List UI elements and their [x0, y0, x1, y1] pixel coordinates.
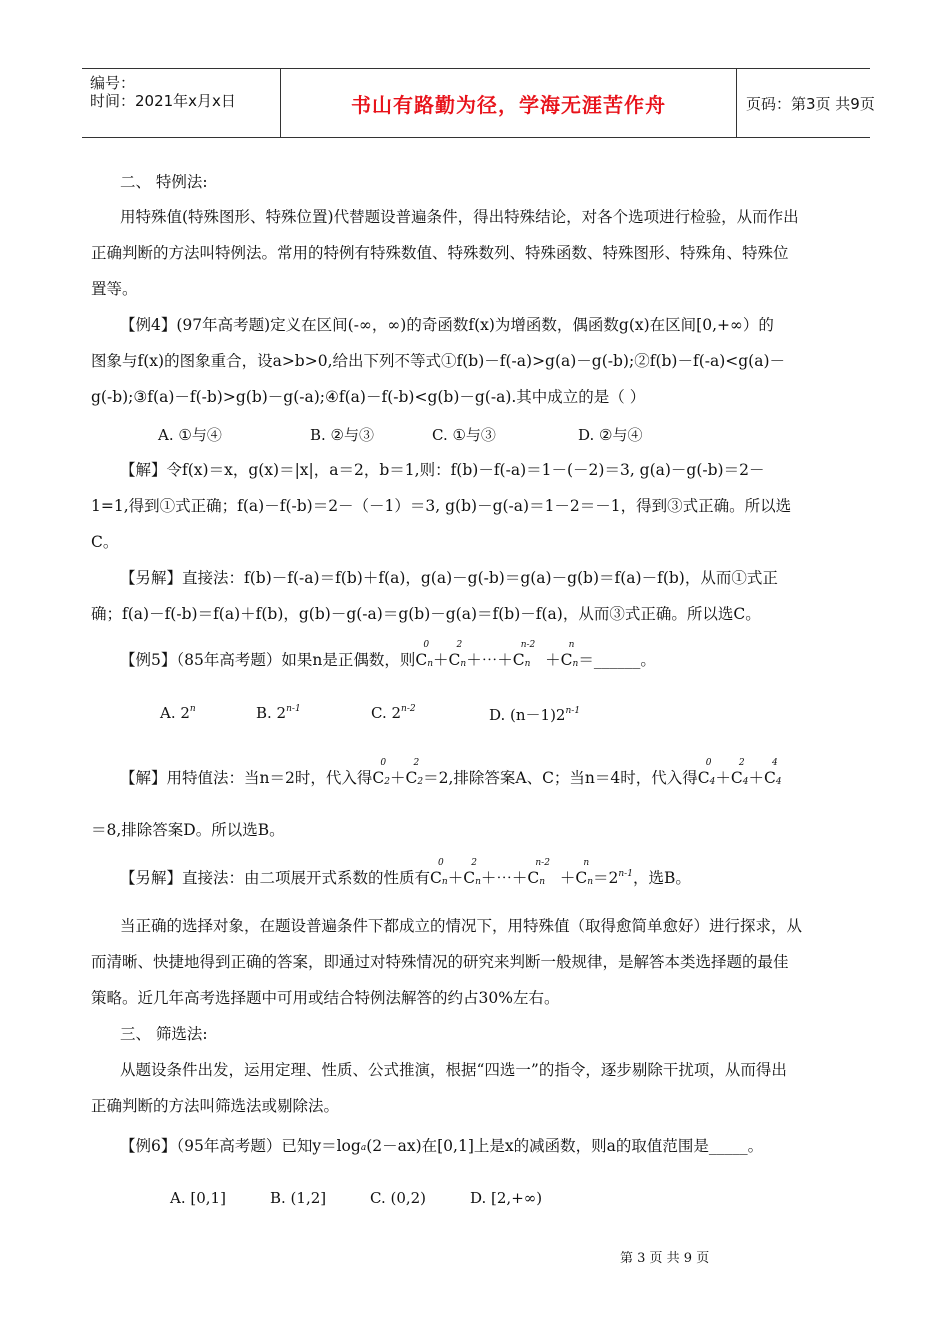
exponent: n-1	[618, 869, 633, 879]
example-6-option-a: A. [0,1]	[170, 1189, 226, 1207]
alt-solution-5-suffix: ，选B。	[632, 869, 691, 887]
paragraph-2-line-2: 而清晰、快捷地得到正确的答案，即通过对特殊情况的研究来判断一般规律，是解答本类选择题的最佳	[91, 953, 789, 971]
header-info	[82, 69, 280, 137]
code-label: 编号：	[90, 74, 136, 92]
example-4-option-c: C. ①与③	[432, 426, 496, 444]
section-2-title: 二、 特例法:	[120, 173, 208, 191]
solution-5-middle: ＝2,排除答案A、C；当n＝4时，代入得	[423, 769, 698, 787]
binomial-sum-formula: C 0 n＋C 2 n＋⋯＋C n-2 n ＋C n n	[415, 640, 579, 669]
example-5-option-a: A. 2$^n$	[160, 704, 196, 722]
binomial-term: C 0 4	[697, 758, 716, 787]
paragraph-3-line-1: 从题设条件出发，运用定理、性质、公式推演，根据“四选一”的指令，逐步剔除干扰项，从而得出	[120, 1061, 787, 1079]
example-4-option-a: A. ①与④	[158, 426, 222, 444]
solution-5-line-2: ＝8,排除答案D。所以选B。	[91, 821, 285, 839]
paragraph-1-line-1: 用特殊值(特殊图形、特殊位置)代替题设普遍条件，得出特殊结论，对各个选项进行检验，从而作出	[120, 208, 799, 226]
page-footer: 第 3 页 共 9 页	[620, 1251, 710, 1266]
example-5-prefix: 【例5】（85年高考题）如果n是正偶数，则	[120, 651, 416, 669]
header-page-number: 页码：第3页 共9页	[746, 94, 875, 113]
paragraph-2-line-3: 策略。近几年高考选择题中可用或结合特例法解答的约占30%左右。	[91, 989, 560, 1007]
example-6-question	[120, 1134, 890, 1160]
alt-solution-5-prefix: 【另解】直接法：由二项展开式系数的性质有	[120, 869, 431, 887]
paragraph-2-line-1: 当正确的选择对象，在题设普遍条件下都成立的情况下，用特殊值（取得愈简单愈好）进行探求，从	[120, 917, 803, 935]
binomial-term: C 0 2	[372, 758, 390, 787]
page-header	[82, 68, 875, 138]
header-motto: 书山有路勤为径，学海无涯苦作舟	[280, 69, 737, 137]
example-6-option-c: C. (0,2)	[370, 1189, 427, 1207]
solution-5-prefix: 【解】用特值法：当n＝2时，代入得	[120, 769, 373, 787]
alt-solution-5-equals: ＝2	[593, 869, 619, 887]
alt-solution-4-line-2: 确；f(a)－f(-b)＝f(a)＋f(b)，g(b)－g(-a)＝g(b)－g(a)＝f(b)－f(a)，从而③式正确。所以选C。	[91, 605, 761, 623]
paragraph-3-line-2: 正确判断的方法叫筛选法或剔除法。	[91, 1097, 340, 1115]
binomial-sum-formula: C 0 n＋C 2 n＋⋯＋C n-2 n ＋C n n	[430, 858, 594, 887]
example-4-option-b: B. ②与③	[310, 426, 375, 444]
paragraph-1-line-2: 正确判断的方法叫特例法。常用的特例有特殊数值、特殊数列、特殊函数、特殊图形、特殊角、特殊位	[91, 244, 789, 262]
example-5-option-d: D. $(n-1)2^{n-1}$	[489, 706, 581, 724]
example-5-question	[120, 640, 890, 676]
solution-5-line-1: 【解】用特值法：当n＝2时，代入得C 0 2＋C 2 2＝2,排除答案A、C；当n＝4时，代入得C 0 4＋C 2 4＋C 4 4	[120, 766, 890, 794]
example-6-prefix: 【例6】（95年高考题）已知y＝log	[120, 1137, 361, 1155]
example-6-suffix: (2－ax)在[0,1]上是x的减函数，则a的取值范围是_____。	[366, 1137, 764, 1155]
paragraph-1-line-3: 置等。	[91, 280, 138, 298]
binomial-term: C 2 2	[405, 758, 424, 787]
example-5-suffix: ＝______。	[578, 651, 656, 669]
example-5-option-b: B. 2$^{n-1}$	[256, 704, 301, 722]
example-5-option-c: C. 2$^{n-2}$	[371, 704, 416, 722]
example-6-option-b: B. (1,2]	[270, 1189, 327, 1207]
example-4-line-3: g(-b);③f(a)－f(-b)>g(b)－g(-a);④f(a)－f(-b)<g(b)－g(-a).其中成立的是（ ）	[91, 388, 646, 406]
solution-4-line-3: C。	[91, 533, 119, 551]
example-6-option-d: D. [2,+∞)	[470, 1189, 543, 1207]
binomial-term: C 4 4	[764, 758, 782, 787]
alt-solution-5	[120, 858, 890, 894]
alt-solution-4-line-1: 【另解】直接法：f(b)－f(-a)＝f(b)＋f(a)，g(a)－g(-b)＝g(a)－g(b)＝f(a)－f(b)，从而①式正	[120, 569, 778, 587]
solution-4-line-2: 1=1,得到①式正确；f(a)－f(-b)＝2－（－1）＝3, g(b)－g(-a)＝1－2＝－1，得到③式正确。所以选	[91, 497, 792, 515]
binomial-term: C 2 4	[730, 758, 749, 787]
example-4-line-2: 图象与f(x)的图象重合，设a>b>0,给出下列不等式①f(b)－f(-a)>g(a)－g(-b);②f(b)－f(-a)<g(a)－	[91, 352, 786, 370]
example-4-line-1: 【例4】(97年高考题)定义在区间(-∞，∞)的奇函数f(x)为增函数，偶函数g(x)在区间[0,+∞）的	[120, 316, 774, 334]
example-4-option-d: D. ②与④	[578, 426, 643, 444]
time-label: 时间：2021年x月x日	[90, 92, 236, 110]
solution-4-line-1: 【解】令f(x)＝x，g(x)＝|x|，a＝2，b＝1,则：f(b)－f(-a)＝1－(－2)＝3, g(a)－g(-b)＝2－	[120, 461, 765, 479]
section-3-title: 三、 筛选法:	[120, 1025, 208, 1043]
log-base: a	[360, 1143, 367, 1153]
